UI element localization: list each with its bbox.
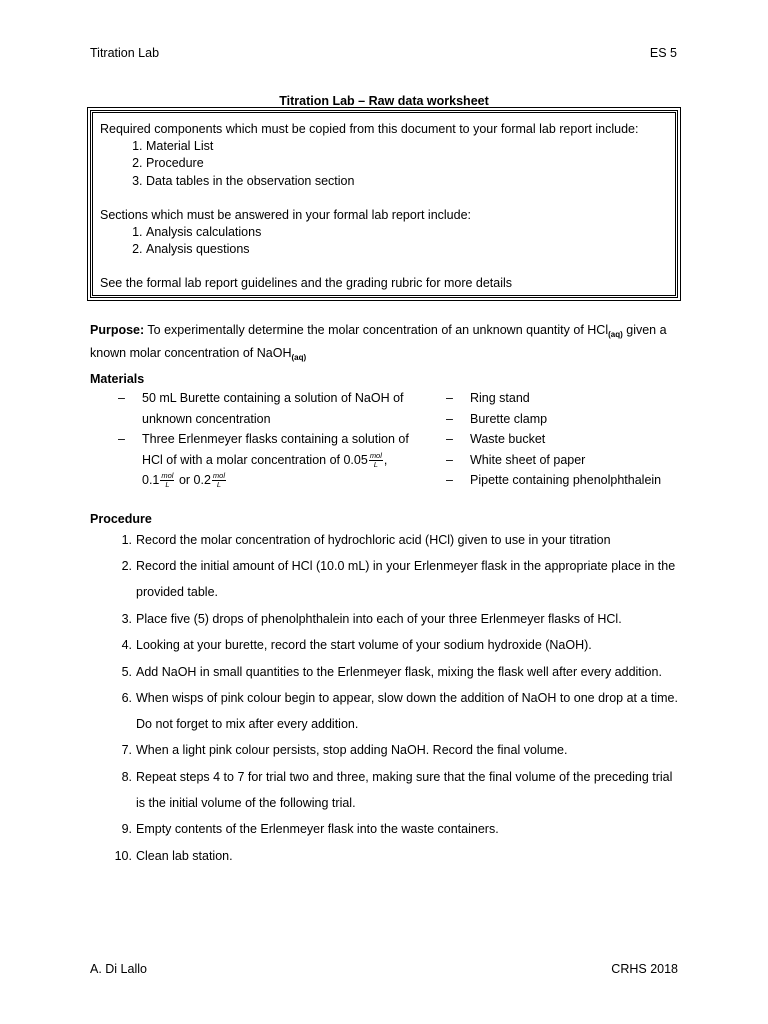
list-item: 3. Data tables in the observation section	[146, 173, 669, 190]
fraction-numerator: mol	[161, 471, 174, 481]
materials-heading: Materials	[90, 372, 145, 386]
fraction	[212, 472, 226, 489]
step-text: Place five (5) drops of phenolphthalein into each of your three Erlenmeyer flasks of HCl.	[136, 611, 622, 626]
step-number: 8.	[121, 769, 132, 784]
step-text: When a light pink colour persists, stop adding NaOH. Record the final volume.	[136, 743, 568, 758]
page-title: Titration Lab – Raw data worksheet	[279, 94, 489, 108]
requirements-box	[90, 110, 678, 298]
step-text: Repeat steps 4 to 7 for trial two and three, making sure that the final volume of the preceding trial is the initial volume of the following trial.	[136, 769, 673, 810]
requirements-intro: Required components which must be copied from this document to your formal lab report include:	[100, 122, 639, 136]
footer-left: A. Di Lallo	[90, 962, 147, 976]
fraction-numerator: mol	[369, 450, 382, 460]
step-number: 4.	[121, 638, 132, 653]
header-left: Titration Lab	[90, 46, 160, 60]
list-item	[118, 429, 418, 491]
purpose-text: To experimentally determine the molar concentration of an unknown quantity of HCl	[144, 323, 609, 337]
list-item	[112, 632, 682, 658]
step-text: Looking at your burette, record the start volume of your sodium hydroxide (NaOH).	[136, 638, 592, 653]
procedure-heading: Procedure	[90, 512, 152, 526]
list-item	[112, 764, 682, 816]
header-right: ES 5	[649, 46, 677, 60]
list-item	[112, 527, 682, 553]
procedure-list	[112, 527, 682, 869]
list-item: 2. Analysis questions	[146, 241, 669, 258]
purpose-label: Purpose:	[90, 323, 145, 337]
subscript-aq: (aq)	[608, 330, 623, 339]
step-number: 7.	[121, 743, 132, 758]
subscript-aq: (aq)	[291, 353, 307, 362]
required-list	[100, 138, 669, 190]
list-item: – 50 mL Burette containing a solution of NaOH of unknown concentration	[118, 388, 418, 429]
list-item	[112, 659, 682, 685]
list-item: – Burette clamp	[446, 409, 686, 430]
step-number: 9.	[121, 822, 132, 837]
list-item	[112, 816, 682, 842]
fraction	[369, 452, 383, 469]
material-text: 0.1	[142, 473, 160, 487]
material-text: or 0.2	[175, 473, 211, 487]
step-text: Empty contents of the Erlenmeyer flask into the waste containers.	[136, 822, 499, 837]
purpose-paragraph	[90, 321, 690, 367]
list-item: 2. Procedure	[146, 155, 669, 172]
step-text: Record the molar concentration of hydrochloric acid (HCl) given to use in your titration	[136, 533, 611, 547]
fraction-denominator: L	[165, 480, 170, 490]
list-item: – Waste bucket	[446, 429, 686, 450]
list-item	[112, 737, 682, 763]
list-item: – White sheet of paper	[446, 450, 686, 471]
purpose-text-2: given a known molar concentration of NaOH	[90, 323, 667, 360]
materials-list-left	[118, 388, 418, 491]
list-item: 1. Material List	[146, 138, 669, 155]
step-text: Add NaOH in small quantities to the Erlenmeyer flask, mixing the flask well after every addition.	[136, 664, 662, 679]
list-item: 1. Analysis calculations	[146, 224, 669, 241]
list-item	[112, 553, 682, 605]
list-item: – Ring stand	[446, 388, 686, 409]
list-item: – Pipette containing phenolphthalein	[446, 470, 686, 491]
material-text: Three Erlenmeyer flasks containing a solution of HCl of with a molar concentration of 0.05	[142, 432, 409, 467]
materials-list-right	[446, 388, 686, 491]
fraction-numerator: mol	[212, 471, 226, 481]
list-item	[112, 685, 682, 737]
step-text: Record the initial amount of HCl (10.0 mL) in your Erlenmeyer flask in the appropriate place in the provided table.	[136, 559, 676, 600]
answered-list	[100, 224, 669, 258]
requirements-note: See the formal lab report guidelines and the grading rubric for more details	[100, 276, 513, 291]
fraction-denominator: L	[373, 459, 378, 469]
answered-intro: Sections which must be answered in your formal lab report include:	[100, 207, 472, 222]
list-item	[112, 843, 682, 869]
footer-right: CRHS 2018	[611, 962, 678, 976]
step-text: Clean lab station.	[136, 848, 233, 863]
fraction-denominator: L	[216, 480, 222, 490]
step-number: 6.	[121, 690, 132, 705]
list-item	[112, 606, 682, 632]
material-text: ,	[383, 452, 388, 467]
step-number: 10.	[114, 848, 132, 863]
step-number: 2.	[121, 559, 132, 574]
step-number: 1.	[121, 533, 132, 547]
step-text: When wisps of pink colour begin to appear, slow down the addition of NaOH to one drop at a time. Do not forget to mix after every addition.	[136, 690, 678, 731]
step-number: 5.	[121, 664, 132, 679]
step-number: 3.	[121, 611, 132, 626]
fraction	[160, 472, 174, 489]
